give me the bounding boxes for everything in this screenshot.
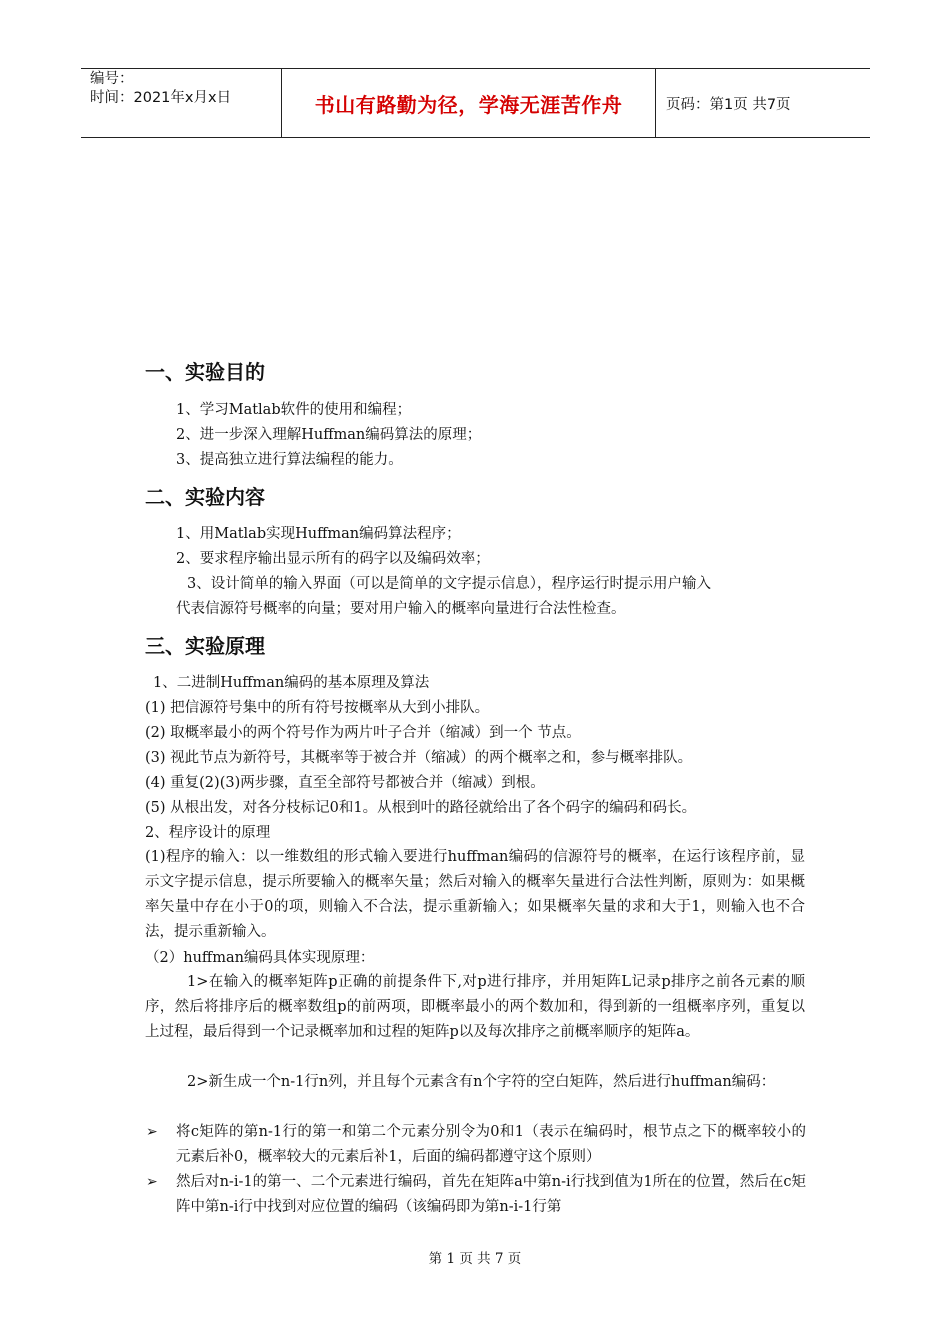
page-footer: 第 1 页 共 7 页 bbox=[428, 1251, 522, 1267]
purpose-item-3: 3、提高独立进行算法编程的能力。 bbox=[176, 452, 403, 468]
arrow-bullet-icon: ➢ bbox=[146, 1124, 158, 1140]
bullet-item-2: 然后对n-i-1的第一、二个元素进行编码，首先在矩阵a中第n-i行找到值为1所在的位置，然后在c矩阵中第n-i行中找到对应位置的编码（该编码即为第n-i-1行第 bbox=[176, 1174, 806, 1215]
paragraph-program-input: (1)程序的输入：以一维数组的形式输入要进行huffman编码的信源符号的概率，在运行该程序前，显示文字提示信息，提示所要输入的概率矢量；然后对输入的概率矢量进行合法性判断，原则为：如果概率矢量中存在小于0的项，则输入不合法，提示重新输入；如果概率矢量的求和大于1，则输入也不合法，提示重新输入。 bbox=[145, 849, 805, 940]
paragraph-impl-step-1: 1>在输入的概率矩阵p正确的前提条件下,对p进行排序，并用矩阵L记录p排序之前各元素的顺序，然后将排序后的概率数组p的前两项，即概率最小的两个数加和，得到新的一组概率序列，重复以上过程，最后得到一个记录概率加和过程的矩阵p以及每次排序之前概率顺序的矩阵a。 bbox=[145, 974, 805, 1040]
header-page-code: 页码：第1页 共7页 bbox=[666, 96, 791, 113]
content-item-1: 1、用Matlab实现Huffman编码算法程序； bbox=[176, 526, 461, 542]
header-motto: 书山有路勤为径，学海无涯苦作舟 bbox=[282, 69, 656, 137]
principle-step-3: (3) 视此节点为新符号，其概率等于被合并（缩减）的两个概率之和，参与概率排队。 bbox=[145, 750, 693, 766]
page-header bbox=[81, 68, 870, 138]
principle-step-2: (2) 取概率最小的两个符号作为两片叶子合并（缩减）到一个 节点。 bbox=[145, 725, 581, 741]
doc-date-label: 时间：2021年x月x日 bbox=[90, 90, 232, 106]
content-item-2: 2、要求程序输出显示所有的码字以及编码效率； bbox=[176, 551, 490, 567]
principle-step-4: (4) 重复(2)(3)两步骤，直至全部符号都被合并（缩减）到根。 bbox=[145, 775, 545, 791]
section-title-purpose: 一、实验目的 bbox=[145, 360, 265, 384]
paragraph-impl-step-2: 2>新生成一个n-1行n列，并且每个元素含有n个字符的空白矩阵，然后进行huffman编码： bbox=[187, 1074, 776, 1090]
header-meta bbox=[81, 69, 282, 137]
purpose-item-2: 2、进一步深入理解Huffman编码算法的原理； bbox=[176, 427, 482, 443]
principle-sub2: 2、程序设计的原理 bbox=[145, 825, 271, 841]
arrow-bullet-icon: ➢ bbox=[146, 1174, 158, 1190]
purpose-item-1: 1、学习Matlab软件的使用和编程； bbox=[176, 402, 412, 418]
doc-number-label: 编号： bbox=[90, 71, 134, 87]
content-item-3-line2: 代表信源符号概率的向量；要对用户输入的概率向量进行合法性检查。 bbox=[176, 601, 626, 617]
content-item-3-line1: 3、设计简单的输入界面（可以是简单的文字提示信息），程序运行时提示用户输入 bbox=[187, 576, 711, 592]
principle-step-1: (1) 把信源符号集中的所有符号按概率从大到小排队。 bbox=[145, 700, 490, 716]
principle-step-5: (5) 从根出发，对各分枝标记0和1。从根到叶的路径就给出了各个码字的编码和码长。 bbox=[145, 800, 697, 816]
bullet-item-1: 将c矩阵的第n-1行的第一和第二个元素分别令为0和1（表示在编码时，根节点之下的概率较小的元素后补0，概率较大的元素后补1，后面的编码都遵守这个原则） bbox=[176, 1124, 806, 1165]
section-title-principle: 三、实验原理 bbox=[145, 634, 265, 658]
section-title-content: 二、实验内容 bbox=[145, 485, 265, 509]
principle-sub1: 1、二进制Huffman编码的基本原理及算法 bbox=[153, 675, 430, 691]
principle-impl-heading: （2）huffman编码具体实现原理： bbox=[145, 950, 375, 966]
